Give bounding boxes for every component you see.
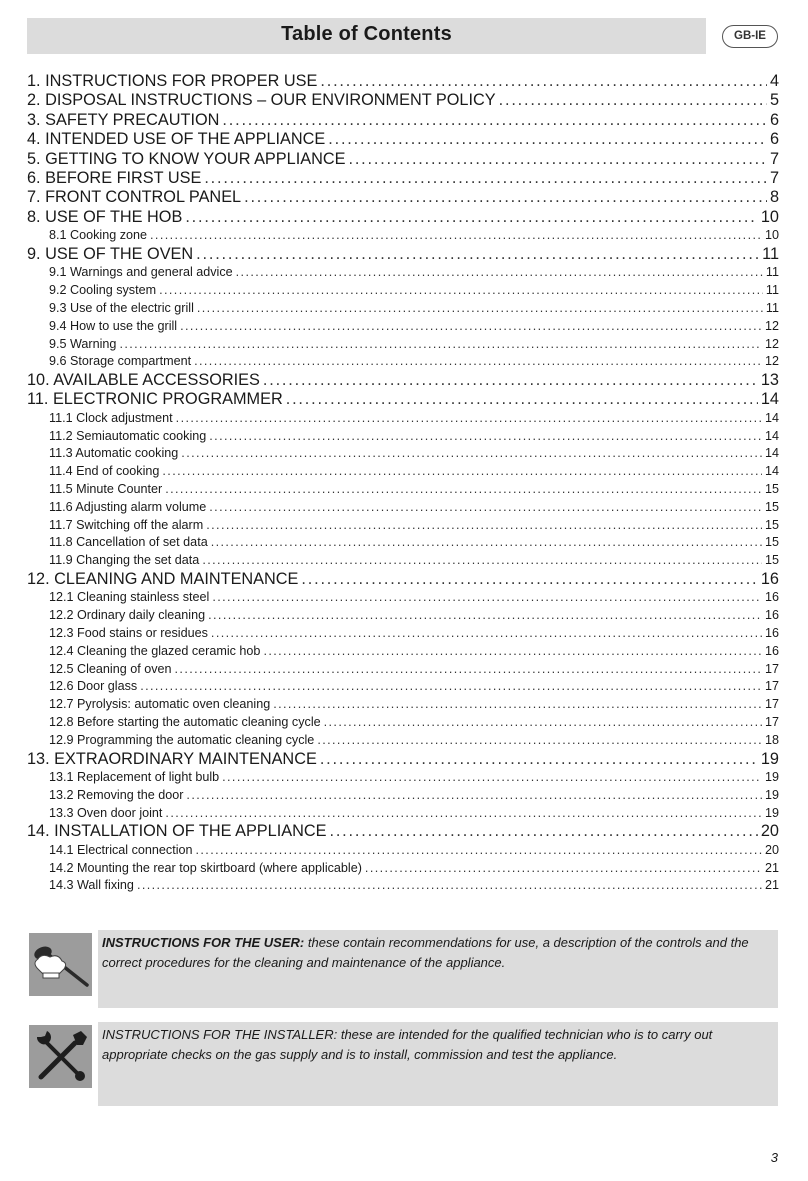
toc-leader-dots — [202, 552, 762, 570]
toc-entry-page: 17 — [764, 697, 779, 712]
toc-entry-label: 11.1 Clock adjustment — [49, 410, 173, 425]
toc-entry-label: 11.3 Automatic cooking — [49, 446, 179, 461]
toc-entry-label: 14.2 Mounting the rear top skirtboard (where applicable) — [49, 860, 362, 875]
toc-entry-label: 11.2 Semiautomatic cooking — [49, 428, 207, 443]
toc-entry[interactable] — [27, 72, 779, 91]
installer-instructions-note: INSTRUCTIONS FOR THE INSTALLER: these are intended for the qualified technician who is to carry out appropriate checks on the gas supply and is to install, commission and test the appliance. — [98, 1022, 778, 1106]
toc-entry[interactable] — [27, 353, 779, 371]
toc-entry[interactable] — [27, 410, 779, 428]
toc-entry-page: 11 — [762, 244, 779, 263]
toc-entry-label: 5. GETTING TO KNOW YOUR APPLIANCE — [27, 149, 346, 168]
toc-entry-label: 9.4 How to use the grill — [49, 318, 178, 333]
toc-leader-dots — [162, 463, 762, 481]
toc-entry-page: 20 — [764, 842, 779, 857]
toc-entry-page: 16 — [764, 643, 779, 658]
toc-entry-label: 3. SAFETY PRECAUTION — [27, 110, 220, 129]
toc-entry-label: 10. AVAILABLE ACCESSORIES — [27, 371, 260, 390]
toc-leader-dots — [499, 91, 767, 110]
toc-entry-page: 16 — [760, 570, 779, 589]
toc-leader-dots — [263, 643, 762, 661]
toc-entry-label: 1. INSTRUCTIONS FOR PROPER USE — [27, 72, 318, 90]
toc-leader-dots — [286, 390, 758, 409]
toc-entry[interactable] — [27, 336, 779, 354]
toc-entry[interactable] — [27, 714, 779, 732]
toc-entry-label: 11.9 Changing the set data — [49, 553, 200, 568]
toc-entry[interactable] — [27, 445, 779, 463]
toc-entry-page: 8 — [769, 188, 779, 207]
toc-entry[interactable] — [27, 769, 779, 787]
toc-entry-page: 12 — [764, 336, 779, 351]
toc-entry-label: 12. CLEANING AND MAINTENANCE — [27, 570, 299, 589]
toc-entry-page: 17 — [764, 661, 779, 676]
user-note-text: these contain recommendations for use, a description of the controls and the correct procedures for the cleaning and maintenance of the appliance. — [102, 935, 749, 970]
region-badge: GB-IE — [722, 25, 778, 48]
toc-leader-dots — [328, 130, 767, 149]
toc-entry-page: 7 — [769, 168, 779, 187]
toc-entry-label: 12.1 Cleaning stainless steel — [49, 590, 210, 605]
toc-entry[interactable] — [27, 842, 779, 860]
toc-entry-page: 16 — [764, 608, 779, 623]
page-number: 3 — [770, 1150, 778, 1165]
toc-leader-dots — [165, 805, 762, 823]
toc-entry-page: 12 — [764, 354, 779, 369]
toc-entry-page: 19 — [764, 805, 779, 820]
toc-entry-page: 14 — [764, 428, 779, 443]
toc-entry[interactable] — [27, 678, 779, 696]
toc-leader-dots — [365, 860, 762, 878]
toc-leader-dots — [175, 661, 762, 679]
toc-leader-dots — [236, 264, 763, 282]
toc-entry-page: 11 — [765, 300, 779, 315]
toc-entry-label: 4. INTENDED USE OF THE APPLIANCE — [27, 130, 326, 149]
toc-entry-label: 12.7 Pyrolysis: automatic oven cleaning — [49, 697, 271, 712]
toc-entry[interactable] — [27, 282, 779, 300]
toc-entry-page: 11 — [765, 283, 779, 298]
toc-entry[interactable] — [27, 661, 779, 679]
toc-entry[interactable] — [27, 130, 779, 149]
toc-entry[interactable] — [27, 750, 779, 769]
toc-entry[interactable] — [27, 227, 779, 245]
toc-entry[interactable] — [27, 428, 779, 446]
toc-leader-dots — [263, 371, 758, 390]
toc-entry[interactable] — [27, 208, 779, 227]
toc-entry-label: 9.2 Cooling system — [49, 283, 157, 298]
page-title: Table of Contents — [281, 23, 452, 45]
toc-entry-page: 10 — [764, 228, 779, 243]
toc-leader-dots — [209, 499, 762, 517]
toc-entry-page: 14 — [764, 464, 779, 479]
toc-entry[interactable] — [27, 534, 779, 552]
toc-entry[interactable] — [27, 570, 779, 589]
user-instructions-note — [98, 930, 778, 1008]
toc-entry-label: 14. INSTALLATION OF THE APPLIANCE — [27, 822, 327, 841]
toc-entry-label: 13.2 Removing the door — [49, 787, 184, 802]
toc-entry[interactable] — [27, 481, 779, 499]
toc-leader-dots — [180, 318, 762, 336]
toc-entry-page: 15 — [764, 499, 779, 514]
toc-leader-dots — [181, 445, 762, 463]
toc-leader-dots — [176, 410, 762, 428]
toc-leader-dots — [204, 169, 767, 188]
toc-leader-dots — [273, 696, 762, 714]
toc-leader-dots — [159, 282, 763, 300]
toc-entry[interactable] — [27, 499, 779, 517]
toc-entry-label: 9.6 Storage compartment — [49, 354, 192, 369]
toc-entry-page: 10 — [760, 207, 779, 226]
toc-entry-page: 16 — [764, 590, 779, 605]
toc-entry[interactable] — [27, 371, 779, 390]
toc-entry-label: 11. ELECTRONIC PROGRAMMER — [27, 390, 283, 409]
toc-entry-label: 12.3 Food stains or residues — [49, 626, 208, 641]
toc-entry-page: 17 — [764, 679, 779, 694]
toc-entry-label: 12.8 Before starting the automatic cleaning cycle — [49, 715, 321, 730]
toc-entry-page: 15 — [764, 517, 779, 532]
toc-leader-dots — [119, 336, 762, 354]
toc-entry[interactable] — [27, 188, 779, 207]
toc-leader-dots — [165, 481, 762, 499]
toc-entry-label: 8. USE OF THE HOB — [27, 207, 183, 226]
toc-entry-label: 11.8 Cancellation of set data — [49, 535, 208, 550]
toc-entry-page: 15 — [764, 535, 779, 550]
user-note-lead: INSTRUCTIONS FOR THE USER: — [102, 935, 305, 950]
toc-entry-page: 20 — [760, 822, 779, 841]
toc-leader-dots — [222, 111, 767, 130]
toc-entry-page: 21 — [764, 878, 779, 893]
toc-entry[interactable] — [27, 264, 779, 282]
toc-entry[interactable] — [27, 318, 779, 336]
toc-entry[interactable] — [27, 643, 779, 661]
toc-entry-label: 12.2 Ordinary daily cleaning — [49, 608, 206, 623]
toc-leader-dots — [324, 714, 762, 732]
toc-entry-page: 19 — [764, 770, 779, 784]
toc-entry[interactable] — [27, 787, 779, 805]
toc-entry-label: 9.5 Warning — [49, 336, 117, 351]
toc-entry-page: 16 — [764, 626, 779, 641]
toc-entry[interactable] — [27, 732, 779, 750]
toc-entry[interactable] — [27, 517, 779, 535]
toc-leader-dots — [185, 208, 758, 227]
toc-entry-label: 6. BEFORE FIRST USE — [27, 168, 202, 187]
toc-leader-dots — [186, 787, 762, 805]
toc-entry[interactable] — [27, 696, 779, 714]
toc-entry[interactable] — [27, 877, 779, 895]
toc-entry-page: 14 — [764, 446, 779, 461]
toc-entry-label: 14.3 Wall fixing — [49, 878, 134, 893]
toc-leader-dots — [196, 245, 759, 264]
toc-leader-dots — [329, 822, 757, 841]
chef-spoon-icon — [29, 933, 92, 996]
toc-entry-page: 6 — [769, 110, 779, 129]
toc-entry-page: 11 — [765, 265, 779, 280]
toc-entry[interactable] — [27, 169, 779, 188]
toc-leader-dots — [206, 517, 762, 535]
toc-entry-page: 5 — [769, 91, 779, 110]
title-bar — [27, 18, 706, 54]
toc-entry[interactable] — [27, 589, 779, 607]
toc-entry-label: 11.5 Minute Counter — [49, 482, 163, 497]
toc-leader-dots — [140, 678, 762, 696]
toc-entry[interactable] — [27, 625, 779, 643]
toc-entry-label: 12.4 Cleaning the glazed ceramic hob — [49, 643, 261, 658]
toc-leader-dots — [301, 570, 757, 589]
toc-entry-label: 12.9 Programming the automatic cleaning cycle — [49, 732, 315, 747]
toc-entry[interactable] — [27, 860, 779, 878]
toc-leader-dots — [320, 72, 767, 91]
toc-leader-dots — [137, 877, 762, 895]
toc-entry[interactable] — [27, 300, 779, 318]
toc-entry-label: 9. USE OF THE OVEN — [27, 244, 194, 263]
toc-entry-page: 17 — [764, 715, 779, 730]
toc-entry[interactable] — [27, 111, 779, 130]
toc-entry-page: 14 — [760, 390, 779, 409]
toc-entry-page: 19 — [760, 749, 779, 768]
toc-leader-dots — [211, 625, 762, 643]
toc-entry[interactable] — [27, 607, 779, 625]
toc-entry-page: 15 — [764, 553, 779, 568]
toc-entry-label: 13.3 Oven door joint — [49, 805, 163, 820]
toc-entry-page: 19 — [764, 787, 779, 802]
toc-leader-dots — [348, 150, 766, 169]
toc-entry-page: 18 — [764, 732, 779, 747]
toc-entry[interactable] — [27, 805, 779, 823]
toc-entry-page: 12 — [764, 318, 779, 333]
table-of-contents — [27, 72, 779, 895]
toc-leader-dots — [208, 607, 762, 625]
toc-entry[interactable] — [27, 91, 779, 110]
toc-entry-label: 7. FRONT CONTROL PANEL — [27, 188, 242, 207]
toc-entry[interactable] — [27, 390, 779, 409]
toc-entry-label: 8.1 Cooking zone — [49, 228, 148, 243]
toc-entry-page: 15 — [764, 482, 779, 497]
toc-leader-dots — [150, 227, 762, 245]
toc-entry-page: 4 — [769, 72, 779, 90]
toc-entry-label: 9.1 Warnings and general advice — [49, 265, 233, 280]
toc-entry[interactable] — [27, 150, 779, 169]
toc-entry-page: 13 — [760, 371, 779, 390]
toc-entry-label: 11.6 Adjusting alarm volume — [49, 499, 207, 514]
toc-entry-label: 13.1 Replacement of light bulb — [49, 770, 220, 784]
toc-entry[interactable] — [27, 245, 779, 264]
toc-leader-dots — [209, 428, 762, 446]
tools-icon — [29, 1025, 92, 1088]
toc-entry[interactable] — [27, 463, 779, 481]
toc-entry-page: 6 — [769, 130, 779, 149]
toc-entry-page: 14 — [764, 410, 779, 425]
toc-leader-dots — [244, 188, 767, 207]
toc-leader-dots — [320, 750, 758, 769]
toc-leader-dots — [197, 300, 763, 318]
toc-leader-dots — [196, 842, 762, 860]
toc-entry-label: 14.1 Electrical connection — [49, 842, 193, 857]
toc-entry-label: 13. EXTRAORDINARY MAINTENANCE — [27, 749, 317, 768]
toc-entry-label: 12.6 Door glass — [49, 679, 138, 694]
toc-entry-page: 7 — [769, 149, 779, 168]
toc-leader-dots — [211, 534, 762, 552]
toc-entry-label: 11.4 End of cooking — [49, 464, 160, 479]
toc-entry-label: 9.3 Use of the electric grill — [49, 300, 194, 315]
toc-leader-dots — [194, 353, 762, 371]
toc-entry[interactable] — [27, 822, 779, 841]
toc-entry-label: 11.7 Switching off the alarm — [49, 517, 204, 532]
toc-entry[interactable] — [27, 552, 779, 570]
toc-entry-page: 21 — [764, 860, 779, 875]
toc-leader-dots — [317, 732, 762, 750]
toc-entry-label: 2. DISPOSAL INSTRUCTIONS – OUR ENVIRONMENT POLICY — [27, 91, 496, 110]
toc-leader-dots — [222, 769, 762, 787]
toc-entry-label: 12.5 Cleaning of oven — [49, 661, 172, 676]
toc-leader-dots — [212, 589, 762, 607]
